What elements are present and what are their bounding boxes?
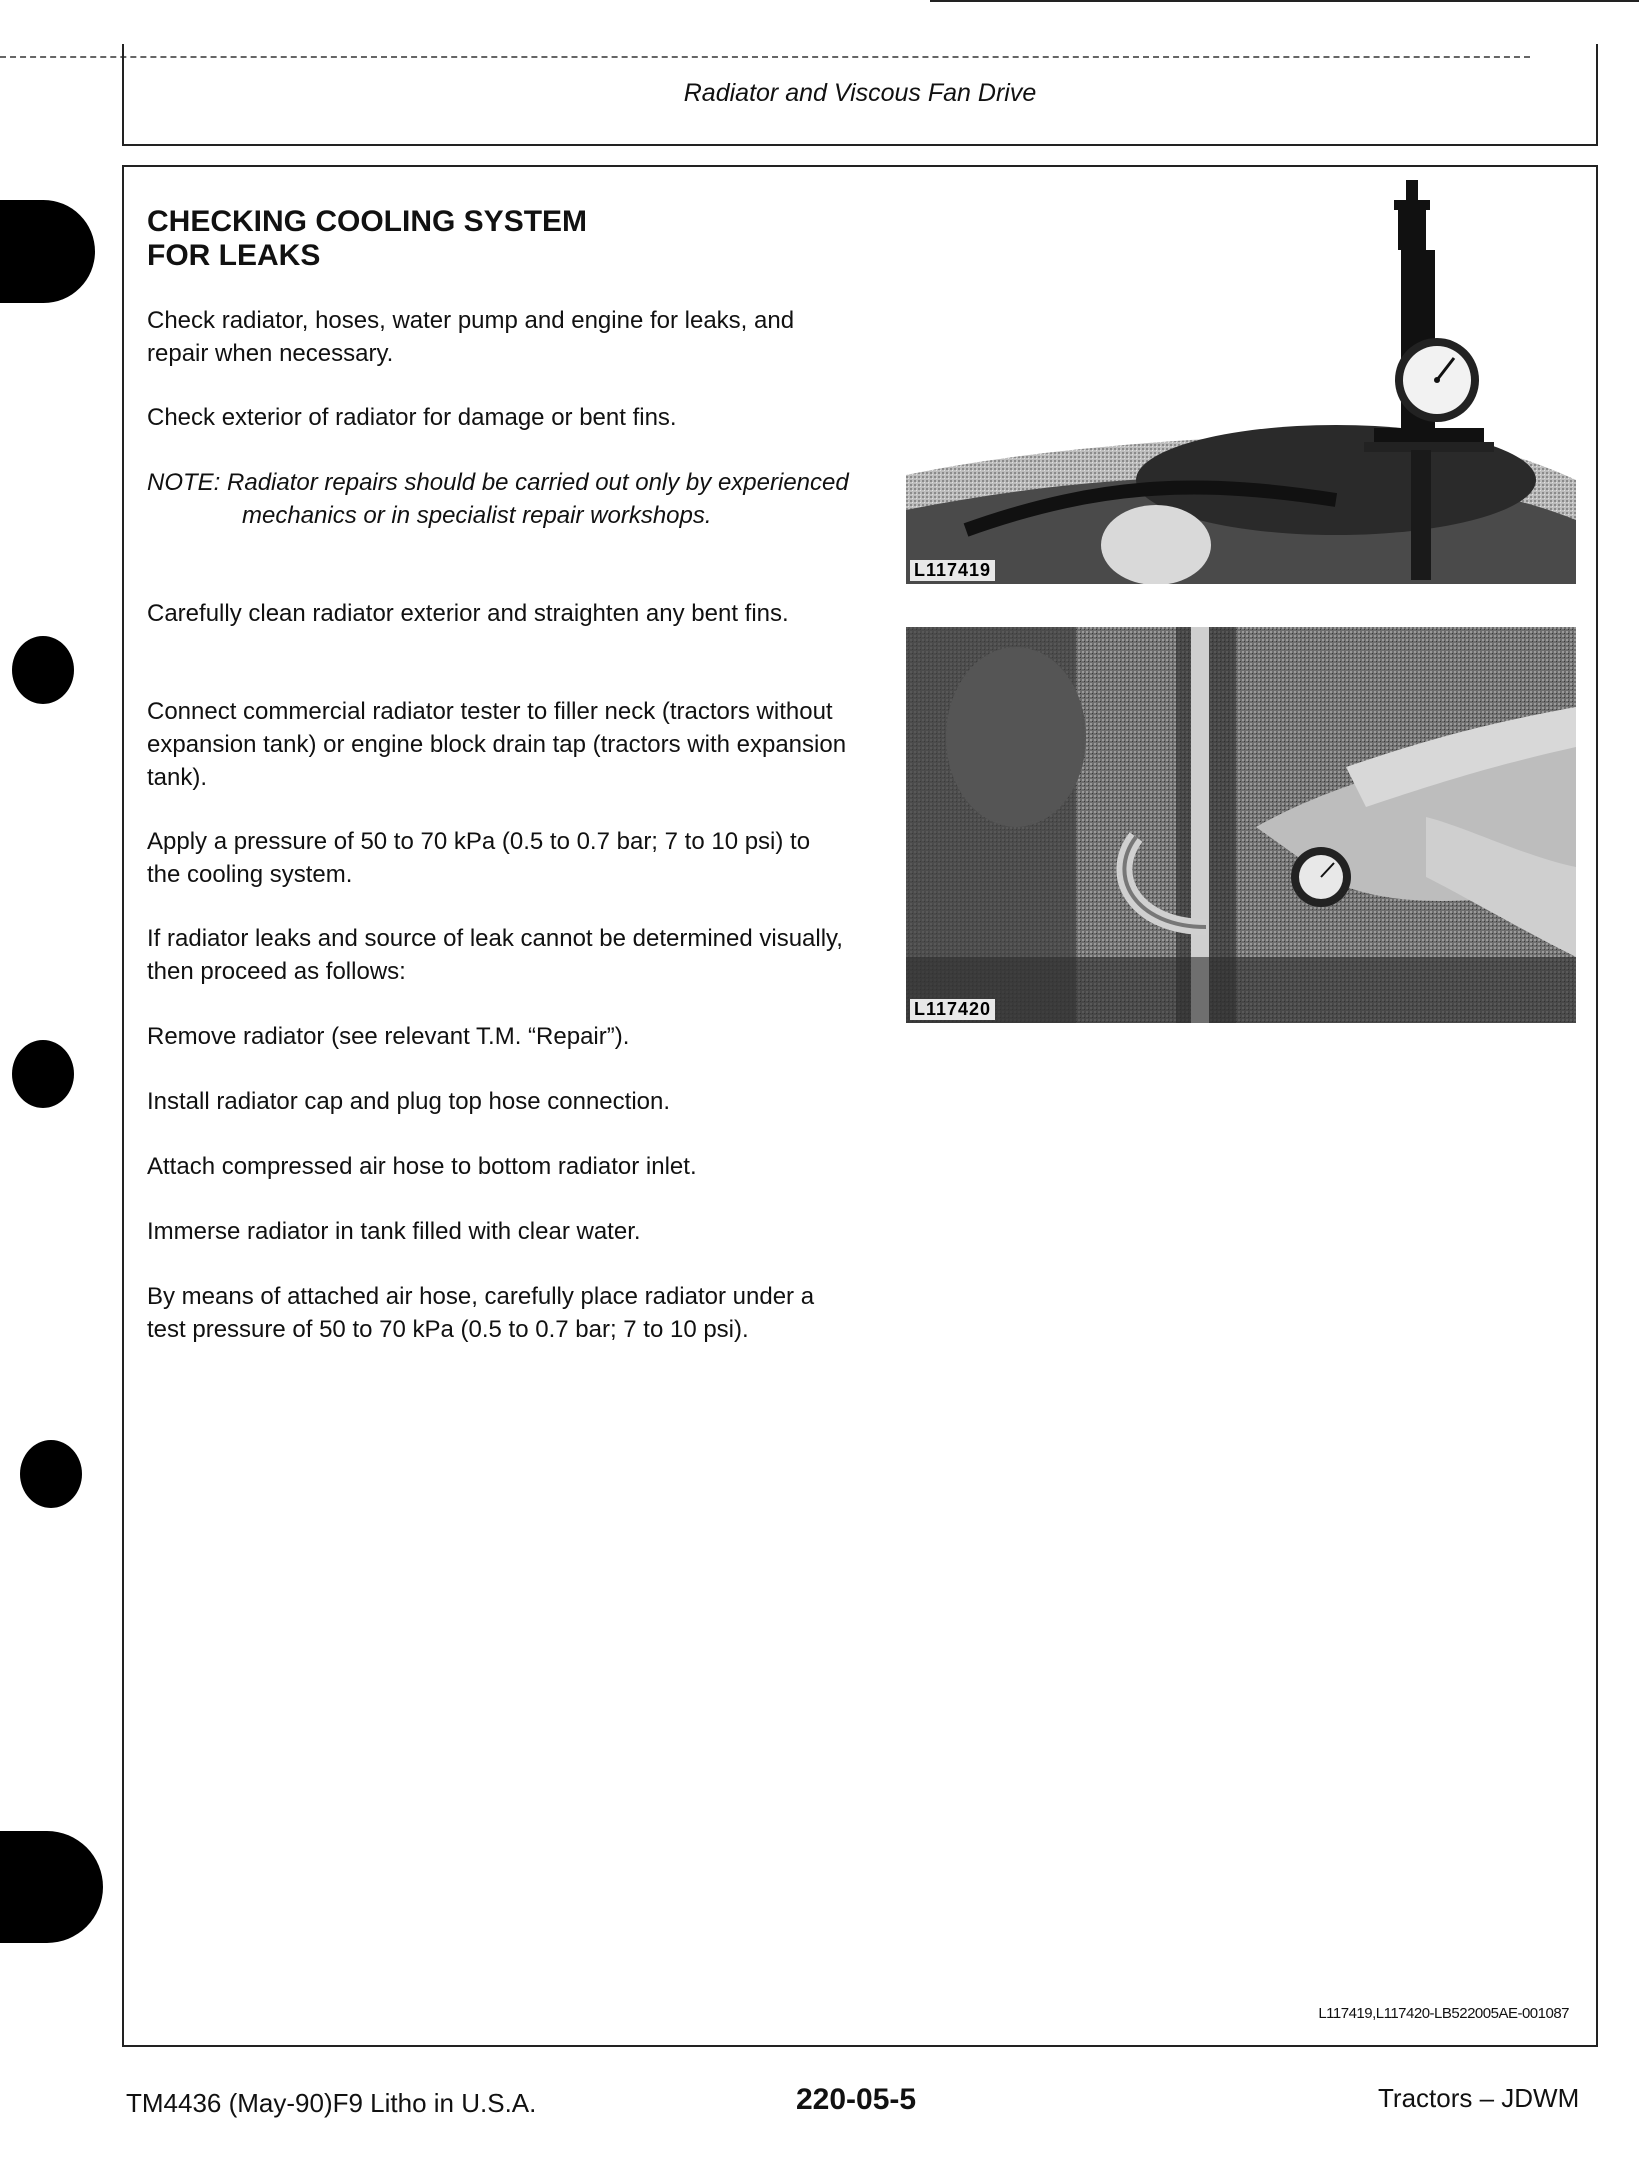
binder-hole [12, 1040, 74, 1108]
figure-radiator-tester-photo [906, 180, 1576, 584]
paragraph: Check radiator, hoses, water pump and engine for leaks, and repair when necessary. [147, 307, 795, 367]
section-title [147, 205, 747, 273]
section-title-line-2: FOR LEAKS [147, 239, 321, 272]
paragraph: Carefully clean radiator exterior and straighten any bent fins. [147, 600, 789, 627]
paragraph: Apply a pressure of 50 to 70 kPa (0.5 to 0.7 bar; 7 to 10 psi) to the cooling system. [147, 828, 811, 888]
footer-manual-info: TM4436 (May-90)F9 Litho in U.S.A. [126, 2088, 537, 2118]
drain-tap-tester-illustration [906, 627, 1576, 1023]
paragraph: By means of attached air hose, carefully place radiator under a test pressure of 50 to 70 kPa (0.5 to 0.7 bar; 7 to 10 psi). [147, 1283, 815, 1343]
binder-hole [0, 1831, 103, 1943]
paragraph: If radiator leaks and source of leak cannot be determined visually, then proceed as follows: [147, 925, 843, 985]
binder-hole [0, 200, 95, 303]
note [147, 466, 942, 532]
paragraph: Check exterior of radiator for damage or bent fins. [147, 404, 677, 431]
section-title-line-1: CHECKING COOLING SYSTEM [147, 205, 588, 238]
reference-code: L117419,L117420-LB522005AE-001087 [1318, 2005, 1569, 2022]
page-header-title: Radiator and Viscous Fan Drive [683, 79, 1037, 107]
paragraph: Connect commercial radiator tester to filler neck (tractors without expansion tank) or engine block drain tap (tractors with expansion tank). [147, 698, 847, 791]
paragraph: Install radiator cap and plug top hose connection. [147, 1088, 671, 1115]
binder-hole [12, 636, 74, 704]
note-text: Radiator repairs should be carried out only by experienced mechanics or in specialist repair workshops. [227, 469, 849, 529]
paragraph: Attach compressed air hose to bottom radiator inlet. [147, 1153, 697, 1180]
header-box [122, 44, 1598, 146]
radiator-tester-illustration [906, 180, 1576, 584]
figure-drain-tap-tester-photo [906, 627, 1576, 1023]
paragraph: Immerse radiator in tank filled with clear water. [147, 1218, 641, 1245]
figure-label: L117419 [910, 560, 995, 581]
top-rule [930, 0, 1639, 2]
figure-label: L117420 [910, 999, 995, 1020]
paragraph: Remove radiator (see relevant T.M. “Repair”). [147, 1023, 630, 1050]
footer-page-number: 220-05-5 [796, 2083, 917, 2116]
footer-product-name: Tractors – JDWM [1378, 2083, 1580, 2113]
binder-hole [20, 1440, 82, 1508]
note-label: NOTE: [147, 469, 221, 496]
